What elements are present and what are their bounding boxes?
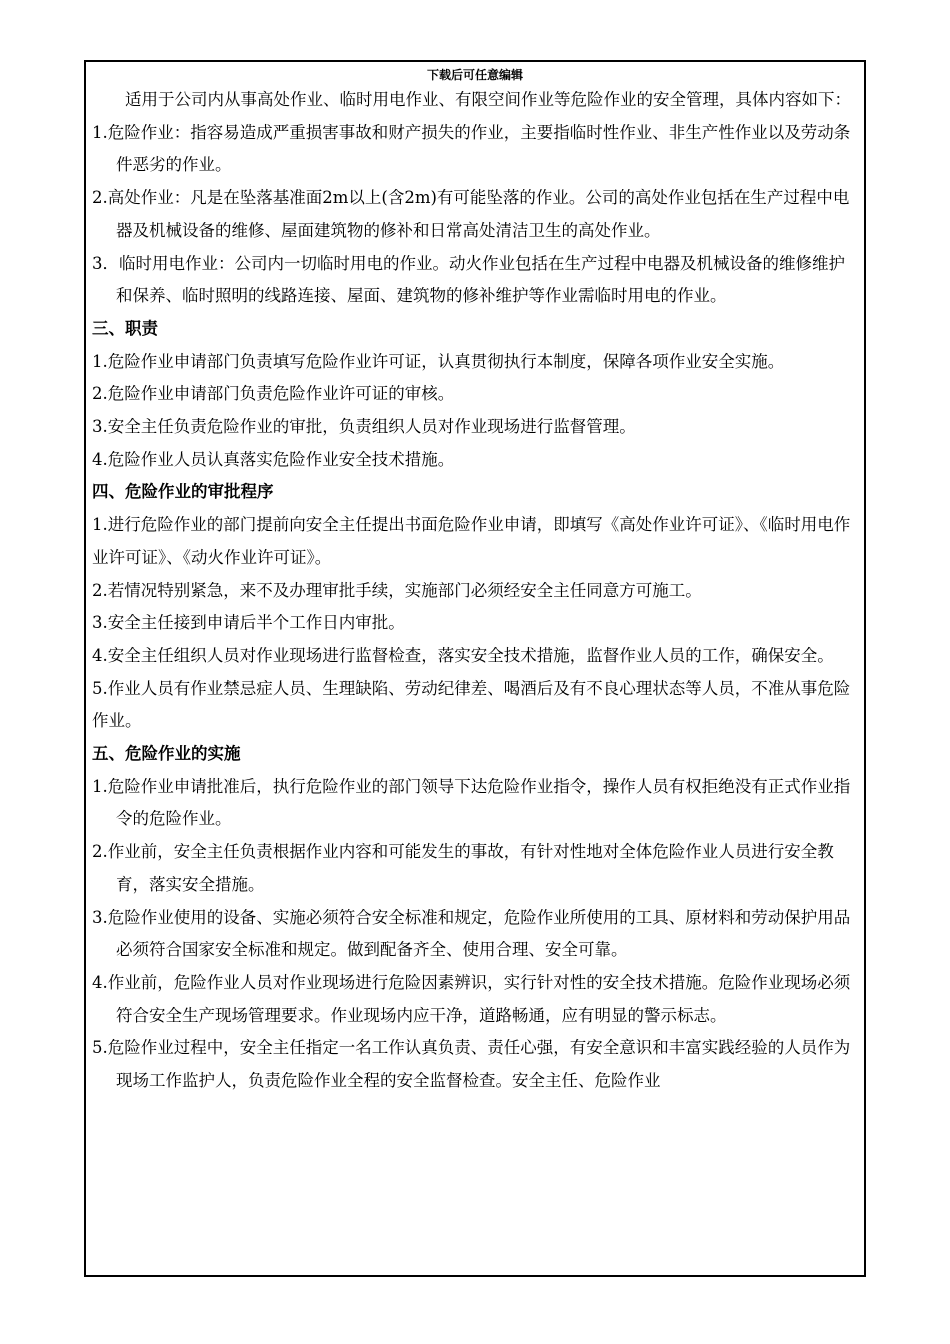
section-heading: 五、危险作业的实施 <box>92 744 241 764</box>
list-item: 1.进行危险作业的部门提前向安全主任提出书面危险作业申请，即填写《高处作业许可证》、《临时用电作业许可证》、《动火作业许可证》。 <box>92 515 851 567</box>
section-heading: 三、职责 <box>92 318 158 338</box>
list-item: 1.危险作业申请部门负责填写危险作业许可证，认真贯彻执行本制度，保障各项作业安全实施。 <box>92 351 785 371</box>
header-note: 下载后可任意编辑 <box>426 68 523 82</box>
list-item: 4.安全主任组织人员对作业现场进行监督检查，落实安全技术措施，监督作业人员的工作，确保安全。 <box>92 645 834 665</box>
section-heading: 四、危险作业的审批程序 <box>92 482 274 502</box>
definition-item: 2.高处作业：凡是在坠落基准面2m以上(含2m)有可能坠落的作业。公司的高处作业包括在生产过程中电器及机械设备的维修、屋面建筑物的修补和日常高处清洁卫生的高处作业。 <box>92 188 850 240</box>
list-item: 2.危险作业申请部门负责危险作业许可证的审核。 <box>92 384 455 404</box>
document-body <box>92 84 858 1098</box>
list-item: 5.危险作业过程中，安全主任指定一名工作认真负责、责任心强，有安全意识和丰富实践经验的人员作为现场工作监护人，负责危险作业全程的安全监督检查。安全主任、危险作业 <box>92 1038 851 1091</box>
list-item: 5.作业人员有作业禁忌症人员、生理缺陷、劳动纪律差、喝酒后及有不良心理状态等人员，不准从事危险作业。 <box>92 678 851 731</box>
list-item: 1.危险作业申请批准后，执行危险作业的部门领导下达危险作业指令，操作人员有权拒绝没有正式作业指令的危险作业。 <box>92 776 851 829</box>
definition-item: 3．临时用电作业：公司内一切临时用电的作业。动火作业包括在生产过程中电器及机械设备的维修维护和保养、临时照明的线路连接、屋面、建筑物的修补维护等作业需临时用电的作业。 <box>92 253 845 306</box>
list-item: 2.若情况特别紧急，来不及办理审批手续，实施部门必须经安全主任同意方可施工。 <box>92 580 702 600</box>
definition-item: 1.危险作业：指容易造成严重损害事故和财产损失的作业，主要指临时性作业、非生产性作业以及劳动条件恶劣的作业。 <box>92 122 851 175</box>
document-frame <box>84 60 866 1277</box>
list-item: 4.作业前，危险作业人员对作业现场进行危险因素辨识，实行针对性的安全技术措施。危险作业现场必须符合安全生产现场管理要求。作业现场内应干净，道路畅通，应有明显的警示标志。 <box>92 972 851 1025</box>
list-item: 3.安全主任负责危险作业的审批，负责组织人员对作业现场进行监督管理。 <box>92 417 636 437</box>
list-item: 3.危险作业使用的设备、实施必须符合安全标准和规定，危险作业所使用的工具、原材料和劳动保护用品必须符合国家安全标准和规定。做到配备齐全、使用合理、安全可靠。 <box>92 907 851 960</box>
list-item: 3.安全主任接到申请后半个工作日内审批。 <box>92 613 405 633</box>
list-item: 2.作业前，安全主任负责根据作业内容和可能发生的事故，有针对性地对全体危险作业人员进行安全教育，落实安全措施。 <box>92 842 834 894</box>
intro-paragraph: 适用于公司内从事高处作业、临时用电作业、有限空间作业等危险作业的安全管理，具体内容如下： <box>125 90 851 109</box>
list-item: 4.危险作业人员认真落实危险作业安全技术措施。 <box>92 449 455 469</box>
